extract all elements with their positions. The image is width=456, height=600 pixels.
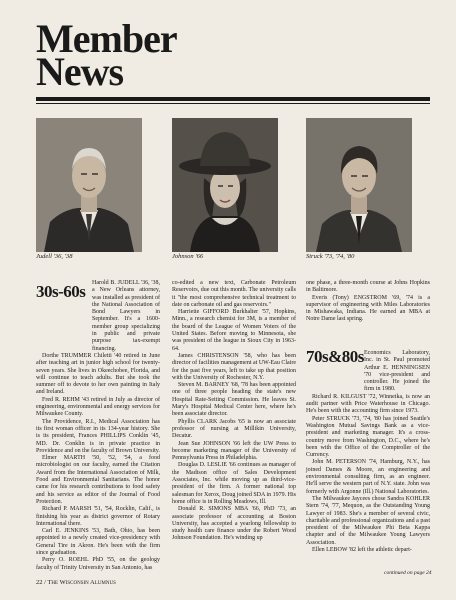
column-2: [172, 280, 296, 543]
entry-peterson: John M. PETERSON '74, Hamburg, N.Y., has joined Dames & Moore, an engineering and environmental consulting firm, as an engineer. He'll serve the western part of N.Y. state. John was formerly with Argonne (Ill.) National Laboratories.: [306, 459, 430, 495]
entry-leslie: Douglas D. LESLIE '66 continues as manager of the Madison office of Sales Development Associates, Inc. while moving up as third-vice-president of the firm. A former national top salesman for Xerox, Doug joined SDA in 1979. His home office is in Rolling Meadows, Ill.: [172, 462, 296, 505]
photo-caption-struck: Struck '73, '74, '80: [306, 253, 355, 260]
entry-struck: Peter STRUCK '73, '74, '80 has joined Seattle's Washington Mutual Savings Bank as a vice-president and marketing manager. It's a cross-country move from Washington, D.C., where he's been with the Office of the Comptroller of the Currency.: [306, 415, 430, 459]
portrait-man-younger: [306, 118, 412, 252]
column-3-top: [306, 280, 430, 324]
entry-rehm: Fred R. REHM '43 retired in July as director of engineering, environmental and energy services for Milwaukee County.: [36, 396, 160, 418]
photo-johnson: [172, 118, 278, 252]
page-footer: 22 / The Wisconsin Alumnus: [36, 579, 116, 586]
entry-kohler: The Milwaukee Jaycees chose Sandra KOHLER Stern '74, '77, Mequon, as the Outstanding Young Lawyer of 1983. She's a member of several civic, charitable and professional organizations and a past president of the Milwaukee Phi Beta Kappa chapter and of the Milwaukee Young Lawyers Association.: [306, 495, 430, 546]
entry-clark: Phyllis CLARK Jacobs '65 is now an associate professor of nursing at Millikin University, Decatur.: [172, 418, 296, 440]
column-1: [36, 280, 160, 572]
section-heading-30s-60s: 30s-60s: [36, 282, 86, 301]
title-line-1: Member: [36, 16, 177, 61]
entry-roehl-cont: co-edited a new text, Carbonate Petroleum Reservoirs, due out this month. The university calls it "the most comprehensive technical treatment to date on carbonate oil and gas reservoirs.": [172, 280, 296, 308]
section-heading-70s-80s: 70s&80s: [306, 347, 364, 366]
entry-phillips: The Providence, R.I., Medical Association has its first woman officer in its 134-year history. She is its president, Frances PHILLIPS Conklin '45, MD. Dr. Conklin is in private practice in Providence and on the faculty of Brown University.: [36, 418, 160, 454]
entry-marsh: Richard P. MARSH '51, '54, Rocklin, Calif., is finishing his year as district governor of Rotary International there.: [36, 506, 160, 527]
entry-simons: Donald R. SIMONS MBA '66, PhD '73, an associate professor of accounting at Boston University, has accepted a yearlong fellowship to study health care finance under the Robert Wood Johnson Foundation. He's winding up: [172, 506, 296, 542]
entry-judell: Harold B. JUDELL '36, '38, a New Orleans attorney, was installed as president of the National Association of Bond Lawyers in September. It's a 1600-member group specializing in public and private purpose tax-exempt financing.: [92, 280, 160, 352]
entry-barney: Steven M. BARNEY '68, '78 has been appointed one of three people heading the state's new Hospital Rate-Setting Commission. He leaves St. Mary's Hospital Medical Center here, where he's been associate director.: [172, 382, 296, 418]
heading-rule-thin: [36, 103, 430, 104]
portrait-woman-hat: [172, 118, 278, 252]
photo-caption-judell: Judell '36, '38: [36, 253, 73, 260]
page-title: [36, 16, 177, 94]
entry-gifford: Harriette GIFFORD Burkhalter '57, Hopkins, Minn., a research chemist for 3M, is a member of the board of the League of Women Voters of the United States. Before moving to Minnesota, she was president of the league in Sioux City in 1963-64.: [172, 309, 296, 352]
portrait-man-older: [36, 118, 142, 252]
photo-caption-johnson: Johnson '66: [172, 253, 204, 260]
entry-lebow: Ellen LEBOW '82 left the athletic depart-: [312, 547, 412, 554]
entry-simons-cont: one phase, a three-month course at Johns Hopkins in Baltimore.: [306, 280, 430, 294]
entry-jenkins: Carl E. JENKINS '53, Bath, Ohio, has been appointed to a newly created vice-presidency with General Tire in Akron. He's been with the firm since graduation.: [36, 528, 160, 556]
photo-struck: [306, 118, 412, 252]
title-line-2: News: [36, 49, 124, 94]
entry-engstrom: Everis (Tony) ENGSTROM '69, '74 is a supervisor of engineering with Miles Laboratories in Mishawaka, Indiana. He earned an MBA at Notre Dame last spring.: [306, 294, 430, 323]
entry-henningsen: Economics Laboratory, Inc. in St. Paul promoted Arthur E. HENNINGSEN '70 vice-president and controller. He joined the firm in 1980.: [364, 350, 430, 393]
column-3-bottom: [306, 347, 430, 554]
entry-trummer: Dorthe TRUMMER Chiletti '40 retired in June after teaching art in junior high school for twenty-seven years. She lives in Okeechobee, Florida, and will continue to teach adults. But she took the summer off to devote to her own painting in Italy and Ireland.: [36, 352, 160, 396]
entry-roehl: Perry O. ROEHL PhD '55, on the geology faculty of Trinity University in San Antonio, has: [36, 557, 160, 571]
entry-kilgust: Richard R. KILGUST '72, Winnetka, is now an audit partner with Price Waterhouse in Chicago. He's been with the accounting firm since 1973.: [306, 393, 430, 415]
entry-marth: Elmer MARTH '50, '52, '54, a food microbiologist on our faculty, earned the Citation Award from the International Association of Milk, Food and Environmental Sanitarians. The honor came for his research contributions to food safety and his service as editor of the Journal of Food Protection.: [36, 455, 160, 505]
entry-johnson: Jean Sue JOHNSON '66 left the UW Press to become marketing manager of the University of Pennsylvania Press in Philadelphia.: [172, 440, 296, 462]
entry-christenson: James CHRISTENSON '58, who has been director of facilities management at UW-Eau Claire for the past five years, left to take up that position with the University of Rochester, N.Y.: [172, 352, 296, 381]
photo-judell: [36, 118, 142, 252]
heading-rule-thick: [36, 97, 430, 101]
continued-note: continued on page 24: [384, 570, 432, 576]
